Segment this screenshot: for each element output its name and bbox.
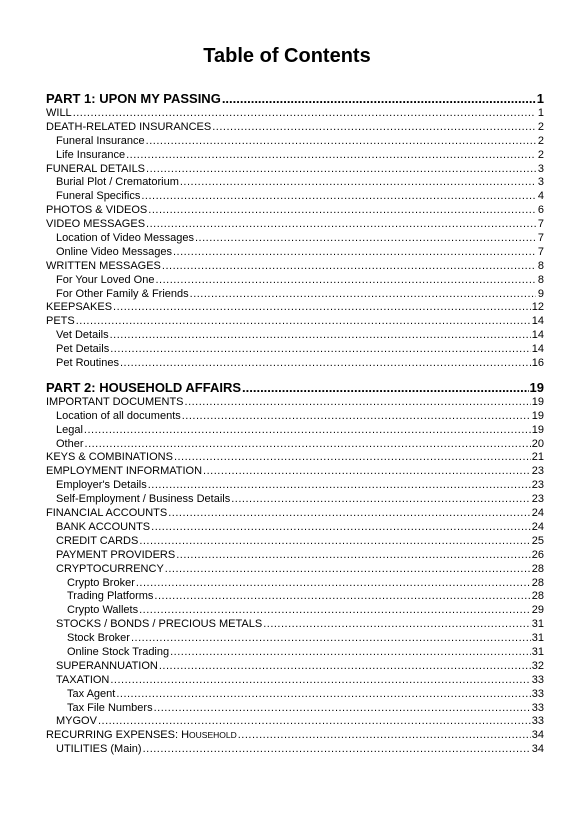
toc-entry[interactable] — [46, 438, 544, 452]
toc-dot-leader — [136, 577, 531, 591]
toc-dot-leader — [116, 688, 530, 702]
toc-page-number: 6 — [537, 204, 544, 217]
toc-entry-label: Online Video Messages — [56, 245, 172, 258]
toc-page-number: 20 — [531, 437, 544, 450]
toc-page-number: 23 — [531, 493, 544, 506]
toc-page-number: 16 — [531, 357, 544, 370]
toc-dot-leader — [185, 396, 531, 410]
toc-dot-leader — [146, 163, 536, 177]
toc-entry[interactable] — [46, 288, 544, 302]
toc-dot-leader — [143, 743, 531, 757]
toc-page-number: 29 — [531, 604, 544, 617]
toc-entry[interactable] — [46, 521, 544, 535]
toc-entry-label: Online Stock Trading — [67, 645, 170, 658]
toc-page-number: 28 — [531, 562, 544, 575]
toc-entry-label: Employer's Details — [56, 479, 147, 492]
toc-entry-label: CREDIT CARDS — [56, 534, 139, 547]
toc-entry-label: STOCKS / BONDS / PRECIOUS METALS — [56, 618, 263, 631]
toc-entry[interactable] — [46, 507, 544, 521]
toc-entry[interactable] — [46, 357, 544, 371]
toc-page-number: 14 — [531, 315, 544, 328]
toc-page-number: 4 — [537, 190, 544, 203]
toc-entry-label: UTILITIES (Main) — [56, 743, 142, 756]
toc-dot-leader — [168, 507, 531, 521]
toc-dot-leader — [154, 702, 531, 716]
toc-entry-label: IMPORTANT DOCUMENTS — [46, 395, 184, 408]
toc-entry[interactable] — [46, 660, 544, 674]
toc-dot-leader — [222, 91, 536, 107]
toc-entry[interactable] — [46, 315, 544, 329]
toc-entry-label: Tax Agent — [67, 687, 116, 700]
toc-entry[interactable] — [46, 396, 544, 410]
toc-entry[interactable] — [46, 563, 544, 577]
toc-dot-leader — [146, 218, 536, 232]
toc-page-number: 31 — [531, 645, 544, 658]
toc-entry[interactable] — [46, 577, 544, 591]
toc-entry[interactable] — [46, 190, 544, 204]
toc-entry[interactable] — [46, 274, 544, 288]
toc-page-number: 2 — [537, 120, 544, 133]
toc-entry-label: Crypto Broker — [67, 576, 135, 589]
toc-entry[interactable] — [46, 618, 544, 632]
toc-dot-leader — [162, 260, 536, 274]
toc-dot-leader — [155, 274, 536, 288]
toc-list — [46, 91, 544, 757]
toc-entry-label: Pet Routines — [56, 357, 119, 370]
toc-dot-leader — [212, 121, 536, 135]
toc-entry[interactable] — [46, 107, 544, 121]
toc-page-number: 19 — [529, 379, 544, 395]
toc-dot-leader — [263, 618, 531, 632]
toc-page-number: 23 — [531, 479, 544, 492]
toc-entry[interactable] — [46, 535, 544, 549]
toc-entry-label: BANK ACCOUNTS — [56, 520, 151, 533]
toc-entry-label: Other — [56, 437, 84, 450]
toc-dot-leader — [170, 646, 531, 660]
toc-page-number: 23 — [531, 465, 544, 478]
toc-page-number: 3 — [537, 176, 544, 189]
toc-page-number: 19 — [531, 423, 544, 436]
toc-dot-leader — [148, 204, 536, 218]
toc-entry-label: PHOTOS & VIDEOS — [46, 204, 148, 217]
toc-entry-label: Crypto Wallets — [67, 604, 139, 617]
toc-entry[interactable] — [46, 632, 544, 646]
toc-page-number: 1 — [536, 91, 544, 106]
toc-entry-label: PART 1: UPON MY PASSING — [46, 91, 221, 106]
toc-page-number: 8 — [537, 259, 544, 272]
toc-page-number: 2 — [537, 134, 544, 147]
toc-entry-label: Burial Plot / Crematorium — [56, 176, 179, 189]
toc-page-number: 8 — [537, 273, 544, 286]
toc-page-number: 33 — [531, 701, 544, 714]
toc-dot-leader — [182, 410, 531, 424]
toc-entry-label: WRITTEN MESSAGES — [46, 259, 161, 272]
toc-page-number: 33 — [531, 673, 544, 686]
toc-entry-label: MYGOV — [56, 715, 97, 728]
toc-dot-leader — [242, 380, 529, 396]
toc-entry[interactable] — [46, 232, 544, 246]
toc-entry-label: For Other Family & Friends — [56, 287, 189, 300]
toc-dot-leader — [159, 660, 531, 674]
toc-entry[interactable] — [46, 424, 544, 438]
toc-entry-label: Self-Employment / Business Details — [56, 493, 231, 506]
toc-dot-leader — [231, 493, 531, 507]
toc-page-number: 26 — [531, 548, 544, 561]
toc-dot-leader — [110, 329, 531, 343]
toc-page-number: 7 — [537, 218, 544, 231]
toc-entry[interactable] — [46, 121, 544, 135]
toc-entry-label: TAXATION — [56, 673, 110, 686]
toc-dot-leader — [85, 438, 531, 452]
toc-entry[interactable] — [46, 549, 544, 563]
toc-entry-label: Pet Details — [56, 343, 110, 356]
toc-page-number: 1 — [537, 107, 544, 119]
toc-entry[interactable] — [46, 493, 544, 507]
toc-page-number: 19 — [531, 395, 544, 408]
toc-page-number: 33 — [531, 687, 544, 700]
toc-entry[interactable] — [46, 301, 544, 315]
toc-entry[interactable] — [46, 743, 544, 757]
toc-entry-label: EMPLOYMENT INFORMATION — [46, 465, 203, 478]
toc-page-number: 28 — [531, 576, 544, 589]
toc-entry-label: FINANCIAL ACCOUNTS — [46, 507, 168, 520]
toc-page-number: 7 — [537, 232, 544, 245]
toc-part-heading[interactable] — [46, 91, 544, 107]
toc-entry[interactable] — [46, 218, 544, 232]
toc-entry[interactable] — [46, 590, 544, 604]
toc-entry-label: Trading Platforms — [67, 590, 154, 603]
toc-dot-leader — [148, 479, 531, 493]
toc-entry-label: CRYPTOCURRENCY — [56, 562, 164, 575]
toc-dot-leader — [131, 632, 531, 646]
toc-entry[interactable] — [46, 604, 544, 618]
toc-entry-label: Funeral Insurance — [56, 134, 145, 147]
toc-page-number: 25 — [531, 534, 544, 547]
toc-page-number: 12 — [531, 301, 544, 314]
toc-entry-label: Vet Details — [56, 329, 109, 342]
toc-entry-label: PART 2: HOUSEHOLD AFFAIRS — [46, 379, 242, 395]
toc-entry[interactable] — [46, 729, 544, 743]
toc-page-number: 3 — [537, 162, 544, 175]
page-title: Table of Contents — [203, 45, 371, 67]
toc-entry[interactable] — [46, 135, 544, 149]
toc-entry-label: PAYMENT PROVIDERS — [56, 548, 176, 561]
toc-page-number: 24 — [531, 520, 544, 533]
toc-entry[interactable] — [46, 646, 544, 660]
toc-page-number: 24 — [531, 507, 544, 520]
toc-entry-label: RECURRING EXPENSES: HOUSEHOLD — [46, 729, 237, 742]
toc-dot-leader — [203, 465, 531, 479]
toc-dot-leader — [180, 176, 536, 190]
toc-entry-label: Stock Broker — [67, 632, 130, 645]
toc-entry-label: KEEPSAKES — [46, 301, 113, 314]
toc-entry-label: KEYS & COMBINATIONS — [46, 451, 173, 464]
toc-entry[interactable] — [46, 674, 544, 688]
toc-dot-leader — [98, 715, 531, 729]
toc-entry[interactable] — [46, 343, 544, 357]
toc-entry-label: Funeral Specifics — [56, 190, 141, 203]
toc-page-number: 21 — [531, 451, 544, 464]
toc-dot-leader — [195, 232, 536, 246]
toc-entry[interactable] — [46, 465, 544, 479]
toc-dot-leader — [139, 604, 531, 618]
toc-dot-leader — [165, 563, 531, 577]
toc-page-number: 14 — [531, 329, 544, 342]
toc-dot-leader — [141, 190, 536, 204]
toc-dot-leader — [113, 301, 531, 315]
toc-entry[interactable] — [46, 715, 544, 729]
toc-entry-label: PETS — [46, 315, 75, 328]
toc-entry[interactable] — [46, 329, 544, 343]
toc-entry-label: Life Insurance — [56, 148, 126, 161]
toc-entry[interactable] — [46, 204, 544, 218]
toc-entry[interactable] — [46, 176, 544, 190]
toc-dot-leader — [139, 535, 530, 549]
toc-entry[interactable] — [46, 410, 544, 424]
toc-entry[interactable] — [46, 246, 544, 260]
toc-page-number: 19 — [531, 409, 544, 422]
toc-entry[interactable] — [46, 260, 544, 274]
toc-dot-leader — [110, 674, 530, 688]
toc-entry-label: DEATH-RELATED INSURANCES — [46, 120, 212, 133]
toc-dot-leader — [126, 149, 536, 163]
toc-page-number: 34 — [531, 729, 544, 742]
toc-dot-leader — [146, 135, 536, 149]
toc-dot-leader — [238, 729, 531, 743]
toc-entry-label: Tax File Numbers — [67, 701, 153, 714]
toc-dot-leader — [84, 424, 531, 438]
toc-entry-label: For Your Loved One — [56, 273, 155, 286]
toc-page-number: 32 — [531, 659, 544, 672]
toc-dot-leader — [190, 288, 536, 302]
toc-dot-leader — [173, 246, 536, 260]
toc-entry-label: Location of all documents — [56, 409, 181, 422]
toc-entry[interactable] — [46, 149, 544, 163]
toc-dot-leader — [151, 521, 531, 535]
toc-part-heading[interactable] — [46, 380, 544, 396]
toc-entry-label: Location of Video Messages — [56, 232, 194, 245]
toc-entry-label: FUNERAL DETAILS — [46, 162, 146, 175]
toc-page-number: 33 — [531, 715, 544, 728]
toc-dot-leader — [120, 357, 531, 371]
toc-entry[interactable] — [46, 688, 544, 702]
toc-page-number: 7 — [537, 245, 544, 258]
toc-entry-label: Legal — [56, 423, 83, 436]
toc-dot-leader — [174, 451, 531, 465]
toc-dot-leader — [176, 549, 531, 563]
toc-page-number: 2 — [537, 148, 544, 161]
toc-page-number: 14 — [531, 343, 544, 356]
toc-dot-leader — [73, 107, 536, 121]
toc-entry-label: SUPERANNUATION — [56, 659, 158, 672]
toc-entry-label: WILL — [46, 107, 72, 119]
toc-entry[interactable] — [46, 702, 544, 716]
toc-dot-leader — [76, 315, 531, 329]
toc-page-number: 31 — [531, 618, 544, 631]
toc-dot-leader — [154, 590, 530, 604]
toc-page-number: 28 — [531, 590, 544, 603]
toc-entry-label: VIDEO MESSAGES — [46, 218, 146, 231]
toc-entry[interactable] — [46, 163, 544, 177]
toc-page-number: 9 — [537, 287, 544, 300]
toc-page-number: 34 — [531, 743, 544, 756]
toc-entry[interactable] — [46, 479, 544, 493]
toc-dot-leader — [110, 343, 531, 357]
toc-entry[interactable] — [46, 451, 544, 465]
toc-page-number: 31 — [531, 632, 544, 645]
